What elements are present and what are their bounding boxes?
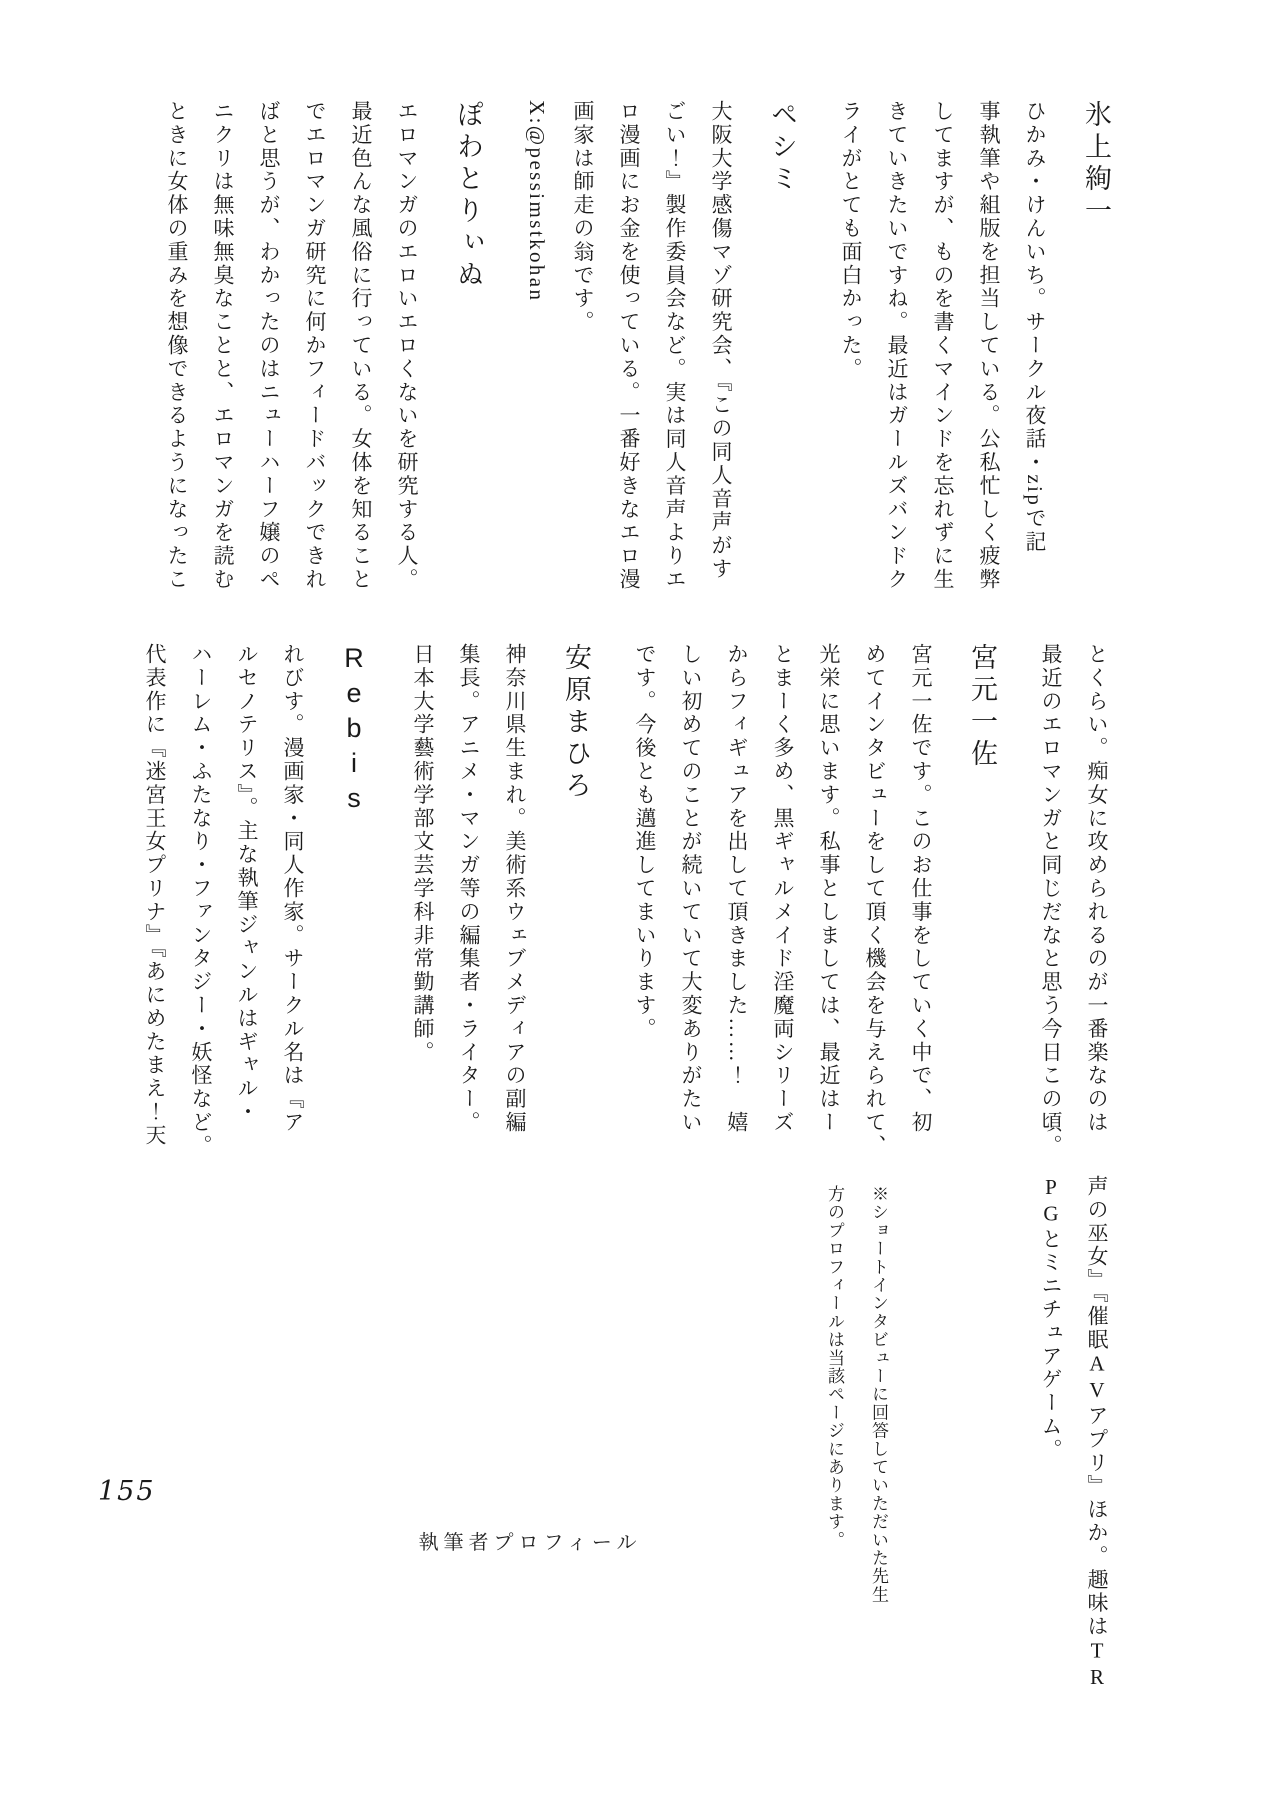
text-column: 宮元一佐です。このお仕事をしていく中で、初 xyxy=(909,643,933,1135)
profile-continuation-rebis xyxy=(1028,1175,1120,1692)
text-column: ハーレム・ふたなり・ファンタジー・妖怪など。 xyxy=(189,643,213,1158)
text-column: ニクリは無味無臭なことと、エロマンガを読む xyxy=(211,100,235,592)
author-name-heading: 宮元一佐 xyxy=(967,643,997,771)
text-column: エロマンガのエロいエロくないを研究する人。 xyxy=(395,100,419,592)
profile-section-pessimi xyxy=(514,100,804,605)
text-column: でエロマンガ研究に何かフィードバックできれ xyxy=(303,100,327,592)
text-column: めてインタビューをして頂く機会を与えられて、 xyxy=(863,643,887,1158)
text-column: 事執筆や組版を担当している。公私忙しく疲弊 xyxy=(977,100,1001,592)
text-column: 声の巫女』『催眠AVアプリ』ほか。趣味はTR xyxy=(1085,1175,1109,1692)
text-column: 集長。アニメ・マンガ等の編集者・ライター。 xyxy=(457,643,481,1135)
text-column: ルセノテリス』。主な執筆ジャンルはギャル・ xyxy=(235,643,259,1124)
author-name-heading: Rebis xyxy=(339,643,369,818)
text-column: です。今後とも邁進してまいります。 xyxy=(633,643,657,1041)
author-name-heading: ぽわとりぃぬ xyxy=(453,100,483,292)
footnote-column: ※ショートインタビューに回答していただいた先生 xyxy=(869,1185,888,1604)
author-name-heading: 安原まひろ xyxy=(561,643,591,803)
footnote-column: 方のプロフィールは当該ページにあります。 xyxy=(825,1185,844,1549)
text-column: ごい！』製作委員会など。実は同人音声よりエ xyxy=(663,100,687,592)
page-number: 155 xyxy=(98,1476,156,1507)
text-column: 日本大学藝術学部文芸学科非常勤講師。 xyxy=(411,643,435,1065)
text-column: ひかみ・けんいち。サークル夜話・zipで記 xyxy=(1023,100,1047,555)
text-column: 代表作に『迷宮王女プリナ』『あにめたまえ！天 xyxy=(143,643,167,1148)
text-band-2 xyxy=(132,643,1120,1158)
text-column: ときに女体の重みを想像できるようになったこ xyxy=(165,100,189,592)
profile-section-hikami xyxy=(828,100,1118,605)
text-column: れびす。漫画家・同人作家。サークル名は『ア xyxy=(281,643,305,1135)
text-column: とくらい。痴女に攻められるのが一番楽なのは xyxy=(1085,643,1109,1135)
text-column: からフィギュアを出して頂きました……！ 嬉 xyxy=(725,643,749,1135)
text-column: しい初めてのことが続いていて大変ありがたい xyxy=(679,643,703,1135)
text-column: 画家は師走の翁です。 xyxy=(571,100,595,334)
profile-section-miyamoto xyxy=(622,643,1004,1158)
text-column: してますが、ものを書くマインドを忘れずに生 xyxy=(931,100,955,592)
text-column: 光栄に思います。私事としましては、最近はー xyxy=(817,643,841,1135)
text-column: 最近のエロマンガと同じだなと思う今日この頃。 xyxy=(1039,643,1063,1158)
author-name-heading: 氷上絢一 xyxy=(1081,100,1111,228)
x-handle-column: X:@pessimstkohan xyxy=(525,100,549,303)
text-column: 大阪大学感傷マゾ研究会、『この同人音声がす xyxy=(709,100,733,581)
text-column: とまーく多め、黒ギャルメイド淫魔両シリーズ xyxy=(771,643,795,1135)
footer-title: 執筆者プロフィール xyxy=(418,1532,642,1554)
footnote-section xyxy=(812,1175,900,1675)
profile-section-powatorinu xyxy=(154,100,490,605)
text-column: ロ漫画にお金を使っている。一番好きなエロ漫 xyxy=(617,100,641,592)
text-column: ライがとても面白かった。 xyxy=(839,100,863,381)
text-band-3 xyxy=(812,1175,1120,1692)
text-column: きていきたいですね。最近はガールズバンドク xyxy=(885,100,909,592)
text-column: ばと思うが、わかったのはニューハーフ嬢のペ xyxy=(257,100,281,592)
text-band-1 xyxy=(154,100,1120,605)
profile-section-yasuhara xyxy=(400,643,598,1148)
profile-continuation-powatorinu xyxy=(1028,643,1120,1158)
text-column: 神奈川県生まれ。美術系ウェブメディアの副編 xyxy=(503,643,527,1135)
text-column: 最近色んな風俗に行っている。女体を知ること xyxy=(349,100,373,592)
text-column: PGとミニチュアゲーム。 xyxy=(1039,1175,1063,1462)
author-name-heading: ペシミ xyxy=(767,100,797,196)
profile-section-rebis xyxy=(132,643,376,1158)
